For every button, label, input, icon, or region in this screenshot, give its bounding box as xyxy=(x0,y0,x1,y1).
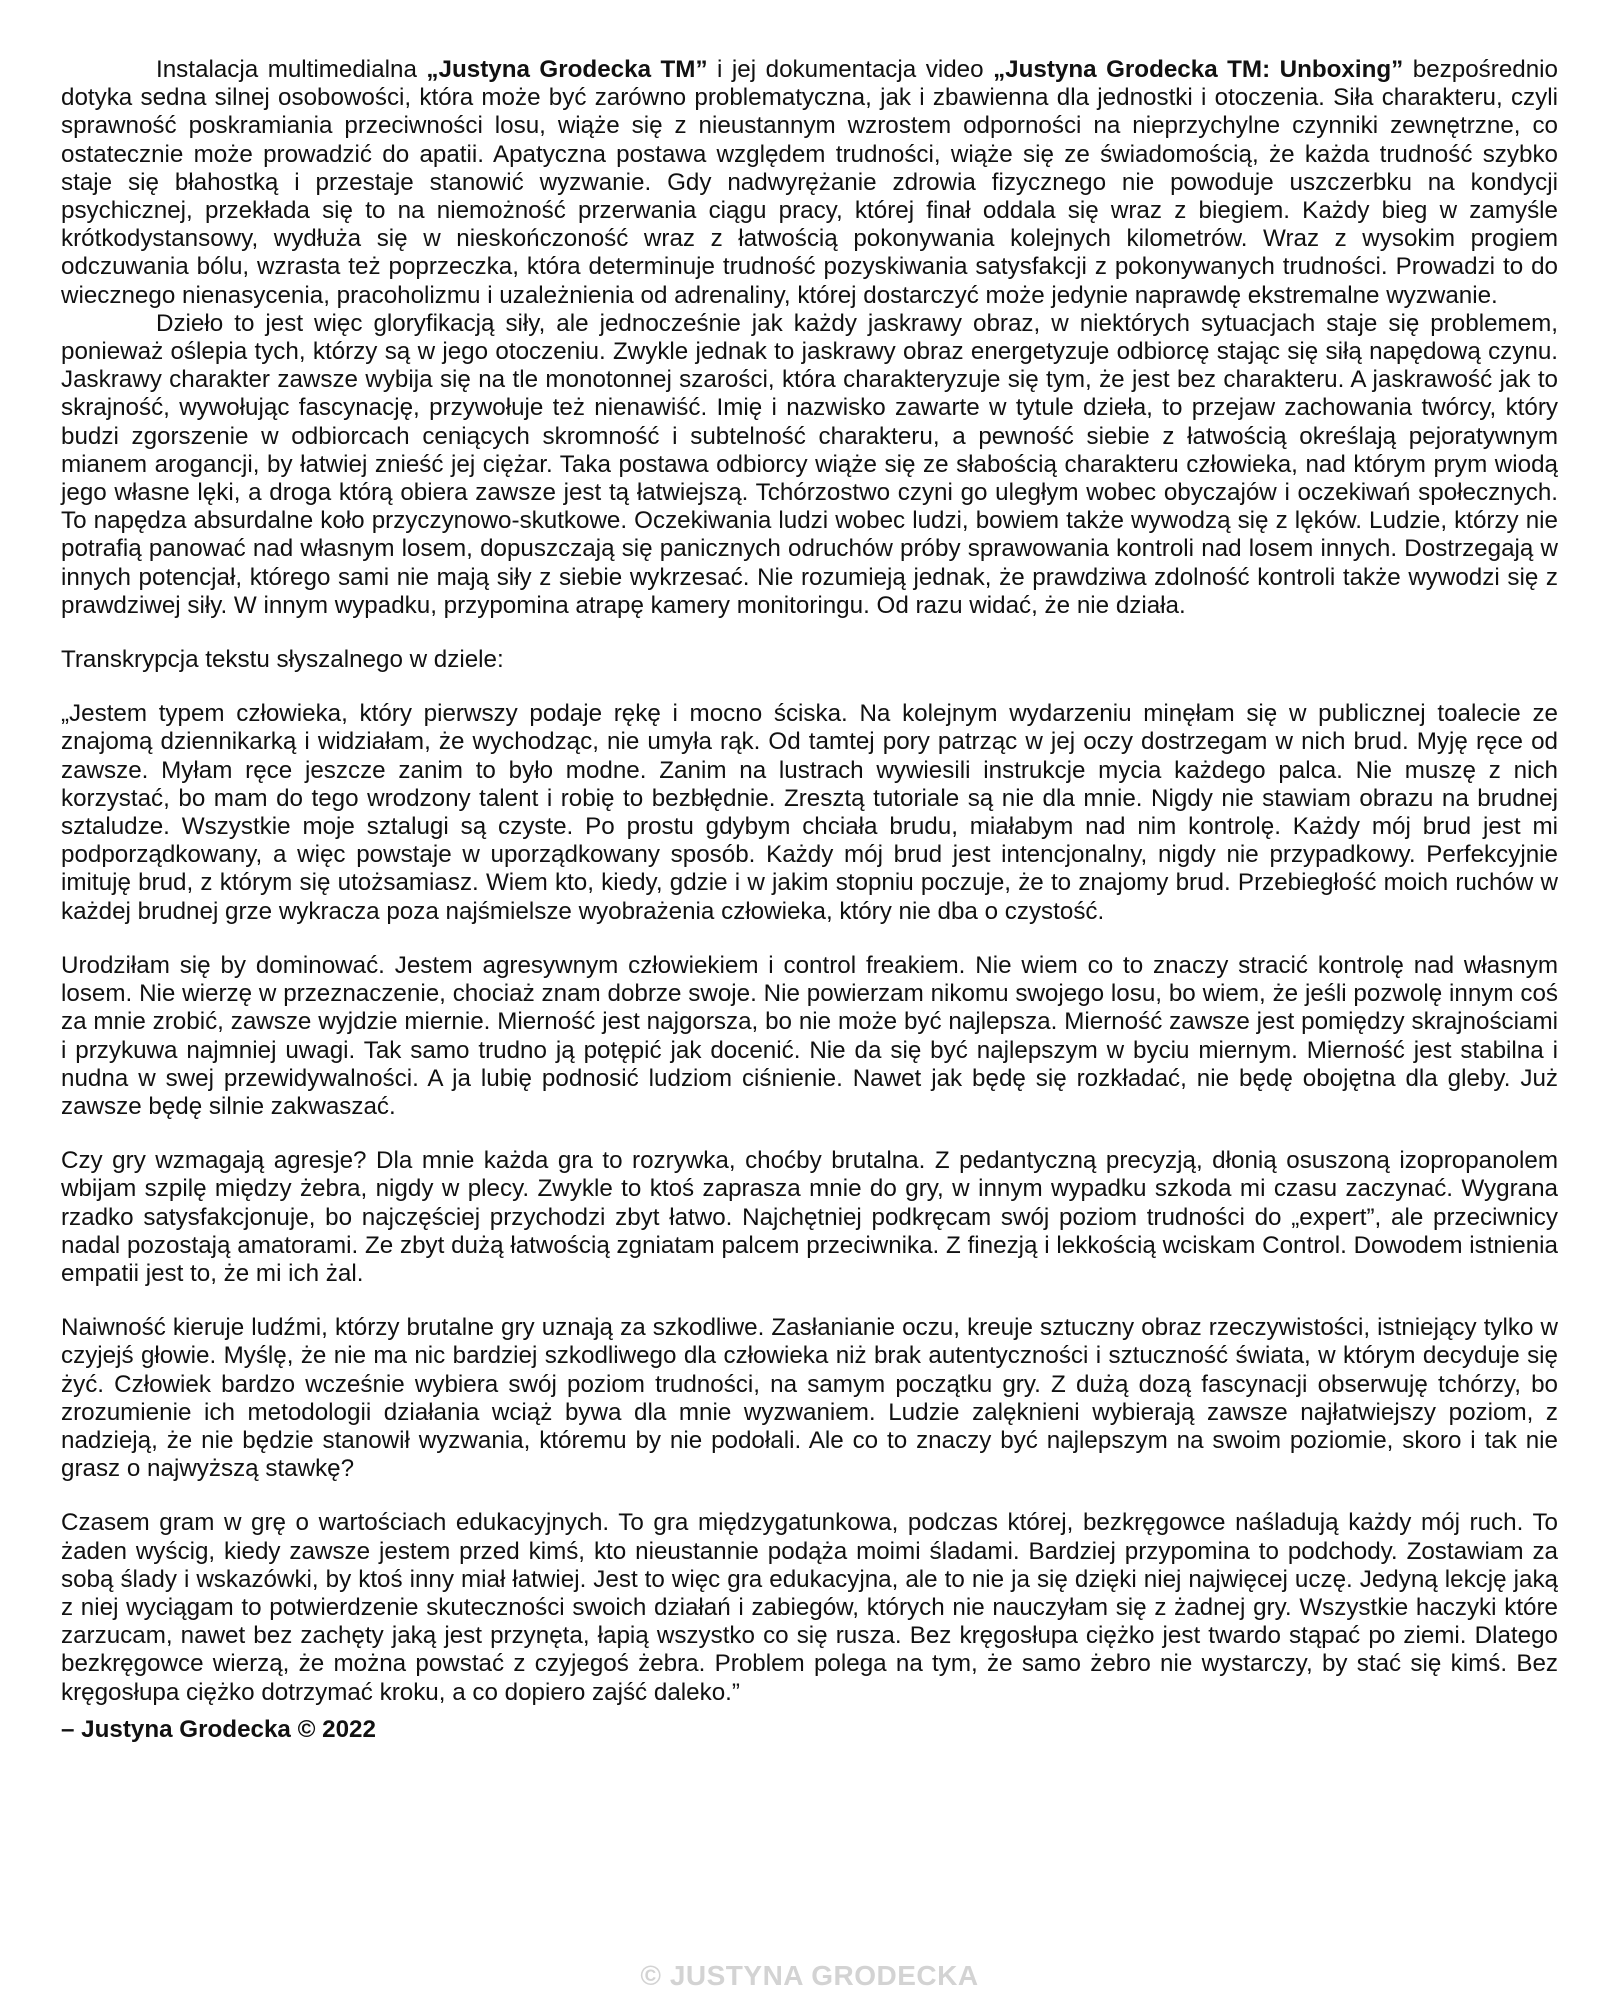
work-title: „Justyna Grodecka TM” xyxy=(426,56,708,83)
transcript-paragraph: Czy gry wzmagają agresje? Dla mnie każda gra to rozrywka, choćby brutalna. Z pedantyczną precyzją, dłonią osuszoną izopropanolem wbijam szpilę między żebra, nigdy w plecy. Zwykle to ktoś zaprasza mnie do gry, w innym wypadku szkoda mi czasu zaczynać. Wygrana rzadko satysfakcjonuje, bo najczęściej przychodzi zbyt łatwo. Najchętniej podkręcam swój poziom trudności do „expert”, ale przeciwnicy nadal pozostają amatorami. Ze zbyt dużą łatwością zgniatam palcem przeciwnika. Z finezją i lekkością wciskam Control. Dowodem istnienia empatii jest to, że mi ich żal. xyxy=(61,1147,1558,1287)
transcript-heading: Transkrypcja tekstu słyszalnego w dziele: xyxy=(61,646,504,674)
video-title: „Justyna Grodecka TM: Unboxing” xyxy=(993,56,1404,83)
transcript-paragraph: Naiwność kieruje ludźmi, którzy brutalne gry uznają za szkodliwe. Zasłanianie oczu, kreuje sztuczny obraz rzeczywistości, istniejący tylko w czyjejś głowie. Myślę, że nie ma nic bardziej szkodliwego dla człowieka niż brak autentyczności i sztuczność świata, w którym decyduje się żyć. Człowiek bardzo wcześnie wybiera swój poziom trudności, na samym początku gry. Z dużą dozą fascynacji obserwuję tchórzy, bo zrozumienie ich metodologii działania wciąż bywa dla mnie wyzwaniem. Ludzie zalęknieni wybierają zawsze najłatwiejszy poziom, z nadzieją, że nie będzie stanowił wyzwania, któremu by nie podołali. Ale co to znaczy być najlepszym na swoim poziomie, skoro i tak nie grasz o najwyższą stawkę? xyxy=(61,1314,1558,1483)
copyright-watermark: © JUSTYNA GRODECKA xyxy=(640,1960,979,1991)
intro-middle: i jej dokumentacja video xyxy=(707,56,994,83)
intro-prefix: Instalacja multimedialna xyxy=(156,56,427,83)
second-paragraph: Dzieło to jest więc gloryfikacją siły, ale jednocześnie jak każdy jaskrawy obraz, w niektórych sytuacjach staje się problemem, ponieważ oślepia tych, którzy są w jego otoczeniu. Zwykle jednak to jaskrawy obraz energetyzuje odbiorcę stając się siłą napędową czynu. Jaskrawy charakter zawsze wybija się na tle monotonnej szarości, która charakteryzuje się tym, że jest bez charakteru. A jaskrawość jak to skrajność, wywołując fascynację, przywołuje też nienawiść. Imię i nazwisko zawarte w tytule dzieła, to przejaw zachowania twórcy, który budzi zgorszenie w odbiorcach ceniących skromność i subtelność charakteru, a pewność siebie z łatwością określają pejoratywnym mianem arogancji, by łatwiej znieść jej ciężar. Taka postawa odbiorcy wiąże się ze słabością charakteru człowieka, nad którym prym wiodą jego własne lęki, a droga którą obiera zawsze jest tą łatwiejszą. Tchórzostwo czyni go uległym wobec obyczajów i oczekiwań społecznych. To napędza absurdalne koło przyczynowo-skutkowe. Oczekiwania ludzi wobec ludzi, bowiem także wywodzą się z lęków. Ludzie, którzy nie potrafią panować nad własnym losem, dopuszczają się panicznych odruchów próby sprawowania kontroli nad losem innych. Dostrzegają w innych potencjał, którego sami nie mają siły z siebie wykrzesać. Nie rozumieją jednak, że prawdziwa zdolność kontroli także wywodzi się z prawdziwej siły. W innym wypadku, przypomina atrapę kamery monitoringu. Od razu widać, że nie działa. xyxy=(61,309,1558,619)
intro-paragraph xyxy=(61,56,1558,310)
signature: – Justyna Grodecka © 2022 xyxy=(61,1715,376,1743)
transcript-paragraph: „Jestem typem człowieka, który pierwszy podaje rękę i mocno ściska. Na kolejnym wydarzeniu minęłam się w publicznej toalecie ze znajomą dziennikarką i widziałam, że wychodząc, nie umyła rąk. Od tamtej pory patrząc w jej oczy dostrzegam w nich brud. Myję ręce od zawsze. Myłam ręce jeszcze zanim to było modne. Zanim na lustrach wywiesili instrukcje mycia każdego palca. Nie muszę z nich korzystać, bo mam do tego wrodzony talent i robię to bezbłędnie. Zresztą tutoriale są nie dla mnie. Nigdy nie stawiam obrazu na brudnej sztaludze. Wszystkie moje sztalugi są czyste. Po prostu gdybym chciała brudu, miałabym nad nim kontrolę. Każdy mój brud jest mi podporządkowany, a więc powstaje w uporządkowany sposób. Każdy mój brud jest intencjonalny, nigdy nie przypadkowy. Perfekcyjnie imituję brud, z którym się utożsamiasz. Wiem kto, kiedy, gdzie i w jakim stopniu poczuje, że to znajomy brud. Przebiegłość moich ruchów w każdej brudnej grze wykracza poza najśmielsze wyobrażenia człowieka, który nie dba o czystość. xyxy=(61,700,1558,925)
intro-rest: bezpośrednio dotyka sedna silnej osobowości, która może być zarówno problematyczna, jak i zbawienna dla jednostki i otoczenia. Siła charakteru, czyli sprawność poskramiania przeciwności losu, wiąże się z nieustannym wzrostem odporności na nieprzychylne czynniki zewnętrzne, co ostatecznie może prowadzić do apatii. Apatyczna postawa względem trudności, wiąże się ze świadomością, że każda trudność szybko staje się błahostką i przestaje stanowić wyzwanie. Gdy nadwyrężanie zdrowia fizycznego nie powoduje uszczerbku na kondycji psychicznej, przekłada się to na niemożność przerwania ciągu pracy, której finał oddala się wraz z biegiem. Każdy bieg w zamyśle krótkodystansowy, wydłuża się w nieskończoność wraz z łatwością pokonywania kolejnych kilometrów. Wraz z wysokim progiem odczuwania bólu, wzrasta też poprzeczka, która determinuje trudność pozyskiwania satysfakcji z pokonywanych trudności. Prowadzi to do wiecznego nienasycenia, pracoholizmu i uzależnienia od adrenaliny, której dostarczyć może jedynie naprawdę ekstremalne wyzwanie. xyxy=(61,56,1559,309)
transcript-paragraph: Czasem gram w grę o wartościach edukacyjnych. To gra międzygatunkowa, podczas której, bezkręgowce naśladują każdy mój ruch. To żaden wyścig, kiedy zawsze jestem przed kimś, kto nieustannie podąża moimi śladami. Bardziej przypomina to podchody. Zostawiam za sobą ślady i wskazówki, by ktoś inny miał łatwiej. Jest to więc gra edukacyjna, ale to nie ja się dzięki niej najwięcej uczę. Jedyną lekcję jaką z niej wyciągam to potwierdzenie skuteczności swoich działań i zabiegów, których nie nauczyłam się z żadnej gry. Wszystkie haczyki które zarzucam, nawet bez zachęty jaką jest przynęta, łapią wszystko co się rusza. Bez kręgosłupa ciężko jest twardo stąpać po ziemi. Dlatego bezkręgowce wierzą, że można powstać z czyjegoś żebra. Problem polega na tym, że samo żebro nie wystarczy, by stać się kimś. Bez kręgosłupa ciężko dotrzymać kroku, a co dopiero zajść daleko.” xyxy=(61,1509,1558,1706)
document-body xyxy=(61,56,1558,1744)
transcript-paragraph: Urodziłam się by dominować. Jestem agresywnym człowiekiem i control freakiem. Nie wiem co to znaczy stracić kontrolę nad własnym losem. Nie wierzę w przeznaczenie, chociaż znam dobrze swoje. Nie powierzam nikomu swojego losu, bo wiem, że jeśli pozwolę innym coś za mnie zrobić, zawsze wyjdzie miernie. Mierność jest najgorsza, bo nie może być najlepsza. Mierność zawsze jest pomiędzy skrajnościami i przykuwa najmniej uwagi. Tak samo trudno ją potępić jak docenić. Nie da się być najlepszym w byciu miernym. Mierność jest stabilna i nudna w swej przewidywalności. A ja lubię podnosić ludziom ciśnienie. Nawet jak będę się rozkładać, nie będę obojętna dla gleby. Już zawsze będę silnie zakwaszać. xyxy=(61,951,1558,1120)
